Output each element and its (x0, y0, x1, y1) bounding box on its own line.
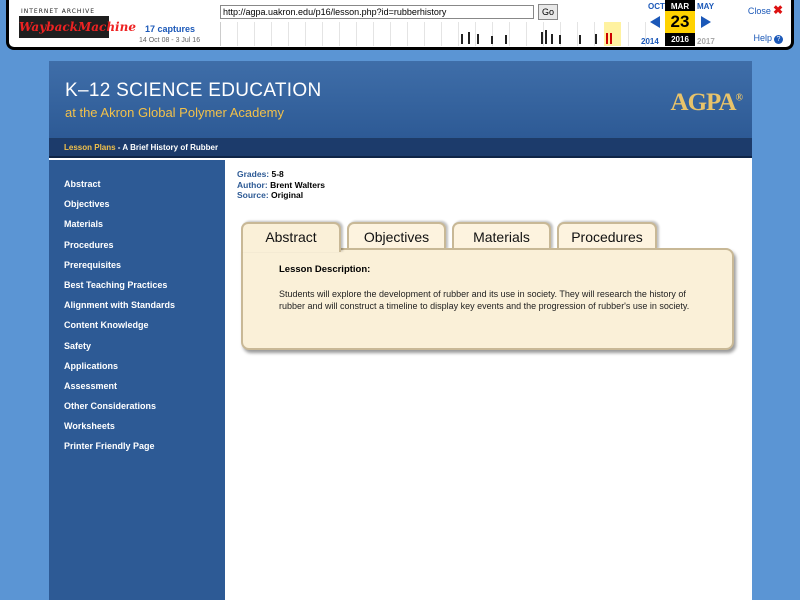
sparkline-capture-bar (595, 34, 597, 44)
sparkline-year-cell (306, 22, 323, 46)
prev-year[interactable]: 2014 (641, 37, 659, 46)
url-input[interactable]: http://agpa.uakron.edu/p16/lesson.php?id=rubberhistory (220, 5, 534, 19)
sidebar-item-abstract[interactable]: Abstract (64, 179, 101, 189)
sparkline-capture-bar (551, 34, 553, 44)
wayback-toolbar (6, 0, 794, 50)
sidebar-item-safety[interactable]: Safety (64, 340, 92, 351)
next-month[interactable]: MAY (697, 2, 715, 11)
sparkline-year-cell (357, 22, 374, 46)
source-label: Source: (237, 190, 269, 200)
next-capture-arrow-icon[interactable] (701, 16, 711, 28)
sparkline-year-cell (221, 22, 238, 46)
sparkline-capture-bar (606, 33, 608, 44)
lesson-meta (237, 169, 325, 201)
sparkline-capture-bar (477, 34, 479, 44)
sidebar-item-content-knowledge[interactable]: Content Knowledge (64, 320, 149, 331)
wayback-logo-top: INTERNET ARCHIVE (21, 8, 96, 15)
help-button[interactable] (753, 33, 783, 44)
sparkline-capture-bar (468, 32, 470, 44)
breadcrumb-current: A Brief History of Rubber (122, 143, 219, 152)
wayback-logo[interactable] (19, 6, 136, 40)
tab-abstract[interactable]: Abstract (241, 222, 341, 252)
grades-row (237, 169, 325, 180)
sparkline-year-cell (255, 22, 272, 46)
go-button[interactable]: Go (538, 4, 558, 20)
site-subtitle[interactable]: at the Akron Global Polymer Academy (65, 105, 284, 120)
sidebar-item-printer-friendly-page[interactable]: Printer Friendly Page (64, 441, 155, 452)
sparkline-year-cell (374, 22, 391, 46)
sidebar-item-alignment-with-standards[interactable]: Alignment with Standards (64, 300, 176, 311)
sparkline-year-cell (323, 22, 340, 46)
sparkline-year-cell (391, 22, 408, 46)
lesson-description-text: Students will explore the development of rubber and its use in society. They will research the history of rubber and will construct a timeline to display key events and the progression of rubber's use in society. (279, 289, 690, 311)
sparkline-year-cell (289, 22, 306, 46)
lesson-page (49, 61, 752, 600)
sparkline-year-cell (425, 22, 442, 46)
sidebar-item-best-teaching-practices[interactable]: Best Teaching Practices (64, 279, 168, 290)
sidebar-item-objectives[interactable]: Objectives (64, 199, 110, 210)
sidebar-item-materials[interactable]: Materials (64, 219, 104, 230)
site-header (49, 61, 752, 139)
current-capture (665, 0, 695, 46)
grades-label: Grades: (237, 169, 270, 179)
sparkline-year-cell (493, 22, 510, 46)
sparkline-year-cell (510, 22, 527, 46)
sparkline-capture-bar (505, 35, 507, 44)
sparkline-capture-bar (541, 32, 543, 44)
sparkline-capture-bar (545, 30, 547, 44)
breadcrumb-separator: - (115, 143, 123, 152)
sparkline-year-cell (340, 22, 357, 46)
registered-mark: ® (735, 92, 742, 104)
abstract-panel (241, 248, 734, 350)
author-row (237, 180, 325, 191)
prev-month[interactable]: OCT (648, 2, 665, 11)
agpa-logo-text: AGPA (670, 89, 736, 116)
sparkline-capture-bar (579, 35, 581, 44)
sparkline-year-cell (561, 22, 578, 46)
help-icon: ? (774, 35, 783, 44)
source-value: Original (271, 190, 304, 200)
sparkline-year-cell (408, 22, 425, 46)
close-label: Close (747, 6, 771, 16)
site-title[interactable]: K–12 SCIENCE EDUCATION (65, 80, 322, 101)
agpa-logo[interactable] (671, 89, 742, 117)
main-content (225, 160, 752, 600)
capture-range: 14 Oct 08 - 3 Jul 16 (139, 37, 201, 44)
tab-objectives[interactable]: Objectives (347, 222, 446, 250)
tab-materials[interactable]: Materials (452, 222, 551, 250)
author-value: Brent Walters (270, 179, 326, 190)
sparkline-capture-bar (559, 35, 561, 44)
sidebar-item-assessment[interactable]: Assessment (64, 380, 118, 391)
sidebar-item-prerequisites[interactable]: Prerequisites (64, 259, 122, 270)
sparkline-capture-bar (461, 34, 463, 44)
sparkline-year-cell (272, 22, 289, 46)
close-icon: ✖ (772, 3, 783, 17)
sparkline-capture-bar (610, 33, 612, 44)
current-day: 23 (665, 11, 695, 33)
source-row (237, 190, 325, 201)
breadcrumb-lesson-plans[interactable]: Lesson Plans (64, 143, 116, 152)
sparkline-capture-bar (491, 36, 493, 44)
next-year: 2017 (697, 37, 715, 46)
capture-sparkline[interactable] (220, 22, 640, 46)
close-button[interactable] (748, 3, 783, 17)
sparkline-year-cell (238, 22, 255, 46)
lesson-tabs (241, 222, 721, 250)
grades-value: 5-8 (271, 169, 284, 179)
breadcrumb (49, 139, 752, 158)
tab-procedures[interactable]: Procedures (557, 222, 657, 250)
author-label: Author: (237, 179, 268, 190)
prev-capture-arrow-icon[interactable] (650, 16, 660, 28)
sidebar-item-worksheets[interactable]: Worksheets (64, 421, 115, 432)
sidebar-nav (49, 160, 225, 600)
lesson-description-heading: Lesson Description: (279, 264, 371, 275)
current-month: MAR (670, 2, 690, 11)
captures-link[interactable]: 17 captures (145, 24, 196, 34)
current-year: 2016 (671, 35, 689, 44)
wayback-logo-main: WaybackMachine (19, 16, 109, 38)
sparkline-year-cell (442, 22, 459, 46)
sidebar-item-other-considerations[interactable]: Other Considerations (64, 401, 157, 412)
sidebar-item-applications[interactable]: Applications (64, 360, 119, 371)
sidebar-item-procedures[interactable]: Procedures (64, 239, 114, 250)
help-label: Help (753, 33, 772, 43)
